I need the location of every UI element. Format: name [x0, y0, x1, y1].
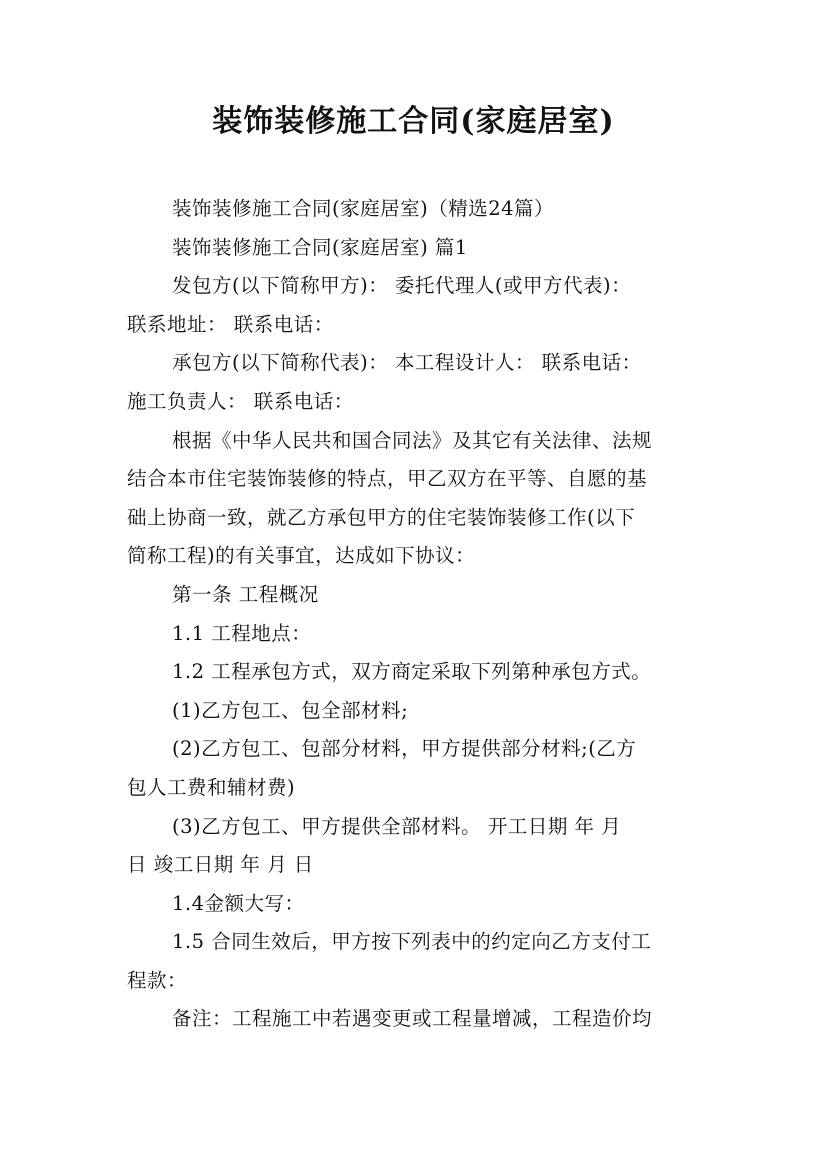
text-line: 第一条 工程概况 [172, 582, 319, 606]
text-line: 础上协商一致，就乙方承包甲方的住宅装饰装修工作(以下 [127, 505, 636, 529]
text-line: 程款： [127, 968, 188, 992]
text-line: 结合本市住宅装饰装修的特点，甲乙双方在平等、自愿的基 [127, 467, 648, 491]
text-line: (2)乙方包工、包部分材料，甲方提供部分材料;(乙方 [172, 737, 637, 761]
text-line: 1.4金额大写： [172, 891, 305, 915]
text-line: 装饰装修施工合同(家庭居室)（精选24篇） [172, 197, 555, 220]
text-line: 根据《中华人民共和国合同法》及其它有关法律、法规 [172, 428, 653, 452]
text-line: 联系地址： 联系电话： [127, 312, 334, 336]
text-line: 日 竣工日期 年 月 日 [127, 853, 314, 877]
text-line: 1.1 工程地点： [172, 621, 312, 645]
document-title: 装饰装修施工合同(家庭居室) [212, 104, 615, 139]
text-line: (3)乙方包工、甲方提供全部材料。 开工日期 年 月 [172, 814, 622, 838]
text-line: 施工负责人： 联系电话： [127, 389, 354, 413]
text-line: 简称工程)的有关事宜，达成如下协议： [127, 544, 476, 568]
text-line: 发包方(以下简称甲方)： 委托代理人(或甲方代表)： [172, 274, 632, 298]
document-body [127, 190, 715, 1039]
text-line: 装饰装修施工合同(家庭居室) 篇1 [172, 235, 468, 259]
text-line: (1)乙方包工、包全部材料; [172, 698, 409, 722]
text-line: 承包方(以下简称代表)： 本工程设计人： 联系电话： [172, 351, 642, 375]
text-line: 备注：工程施工中若遇变更或工程量增减，工程造价均 [172, 1007, 653, 1031]
text-line: 1.2 工程承包方式，双方商定采取下列第种承包方式。 [172, 660, 652, 684]
text-line: 1.5 合同生效后，甲方按下列表中的约定向乙方支付工 [172, 930, 652, 954]
text-line: 包人工费和辅材费) [127, 775, 296, 799]
